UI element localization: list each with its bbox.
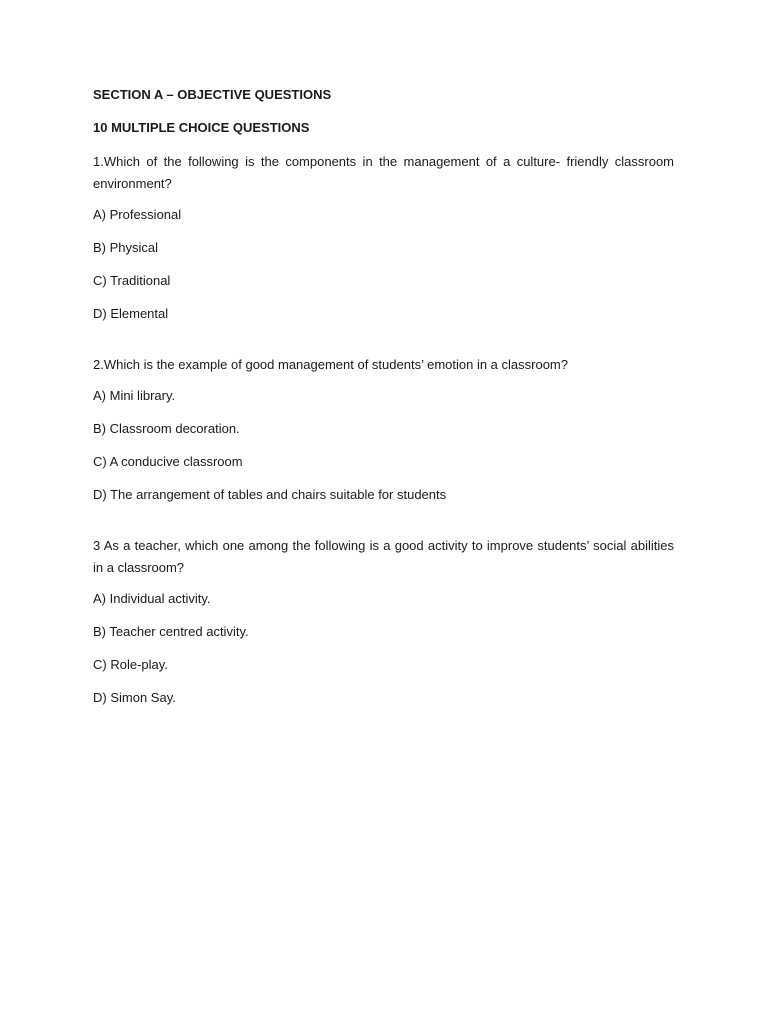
question-3 — [93, 535, 674, 707]
question-2-option-b: B) Classroom decoration. — [93, 421, 240, 436]
question-2-option-a: A) Mini library. — [93, 388, 176, 403]
question-3-option-a: A) Individual activity. — [93, 591, 211, 606]
question-3-option-b: B) Teacher centred activity. — [93, 624, 249, 639]
question-1-option-d: D) Elemental — [93, 306, 169, 321]
document-content — [93, 86, 674, 722]
question-2 — [93, 354, 674, 504]
question-1 — [93, 151, 674, 323]
question-3-option-c: C) Role-play. — [93, 657, 168, 672]
question-2-option-c: C) A conducive classroom — [93, 454, 243, 469]
question-3-option-d: D) Simon Say. — [93, 690, 176, 705]
section-subtitle: 10 MULTIPLE CHOICE QUESTIONS — [93, 120, 310, 135]
section-title: SECTION A – OBJECTIVE QUESTIONS — [93, 87, 332, 102]
question-1-option-a: A) Professional — [93, 207, 182, 222]
question-2-option-d: D) The arrangement of tables and chairs suitable for students — [93, 487, 447, 502]
question-1-text: 1.Which of the following is the components in the management of a culture- friendly classroom environment? — [93, 154, 674, 191]
question-1-option-c: C) Traditional — [93, 273, 171, 288]
question-2-text: 2.Which is the example of good management of students’ emotion in a classroom? — [93, 357, 568, 372]
question-1-option-b: B) Physical — [93, 240, 159, 255]
question-3-text: 3 As a teacher, which one among the following is a good activity to improve students’ social abilities in a classroom? — [93, 538, 674, 575]
